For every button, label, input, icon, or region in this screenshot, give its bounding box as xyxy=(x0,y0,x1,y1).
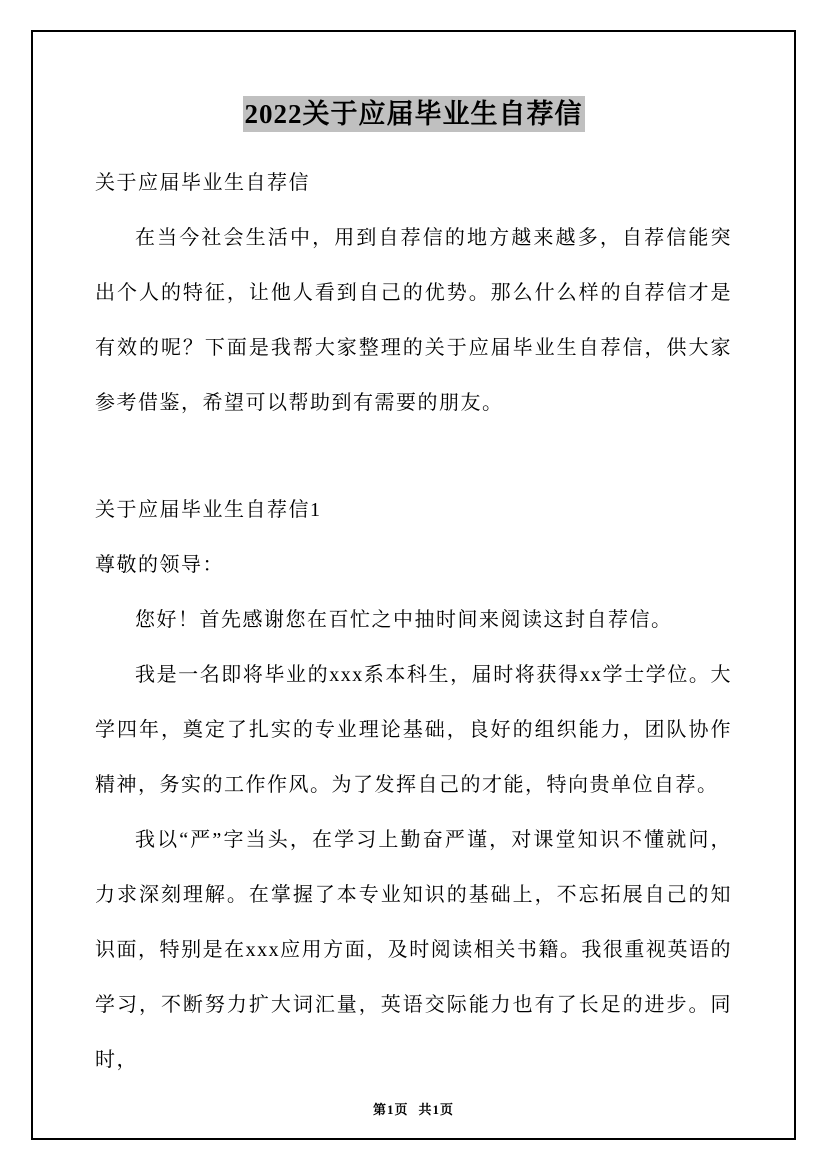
page-border xyxy=(31,30,796,1140)
paragraph-section-heading: 关于应届毕业生自荐信1 xyxy=(95,499,322,521)
paragraph-intro: 在当今社会生活中，用到自荐信的地方越来越多，自荐信能突出个人的特征，让他人看到自己的优势。那么什么样的自荐信才是有效的呢？下面是我帮大家整理的关于应届毕业生自荐信，供大家参考借鉴，希望可以帮助到有需要的朋友。 xyxy=(95,227,732,414)
document-body xyxy=(95,156,732,1088)
footer-page-number: 第1页 xyxy=(372,1102,409,1117)
title-highlight: 2022关于应届毕业生自荐信 xyxy=(243,96,585,132)
page-footer xyxy=(33,1099,794,1118)
footer-page-total: 共1页 xyxy=(418,1102,455,1117)
paragraph-self-introduction: 我是一名即将毕业的xxx系本科生，届时将获得xx学士学位。大学四年，奠定了扎实的专业理论基础，良好的组织能力，团队协作精神，务实的工作作风。为了发挥自己的才能，特向贵单位自荐。 xyxy=(95,664,732,796)
document-title xyxy=(95,94,732,134)
paragraph-salutation: 尊敬的领导： xyxy=(95,554,224,576)
paragraph-study-attitude: 我以“严”字当头，在学习上勤奋严谨，对课堂知识不懂就问，力求深刻理解。在掌握了本专业知识的基础上，不忘拓展自己的知识面，特别是在xxx应用方面，及时阅读相关书籍。我很重视英语的学习，不断努力扩大词汇量，英语交际能力也有了长足的进步。同时， xyxy=(95,829,732,1071)
page-content xyxy=(33,32,794,1088)
paragraph-greeting: 您好！首先感谢您在百忙之中抽时间来阅读这封自荐信。 xyxy=(135,609,673,631)
paragraph-subtitle: 关于应届毕业生自荐信 xyxy=(95,172,310,194)
